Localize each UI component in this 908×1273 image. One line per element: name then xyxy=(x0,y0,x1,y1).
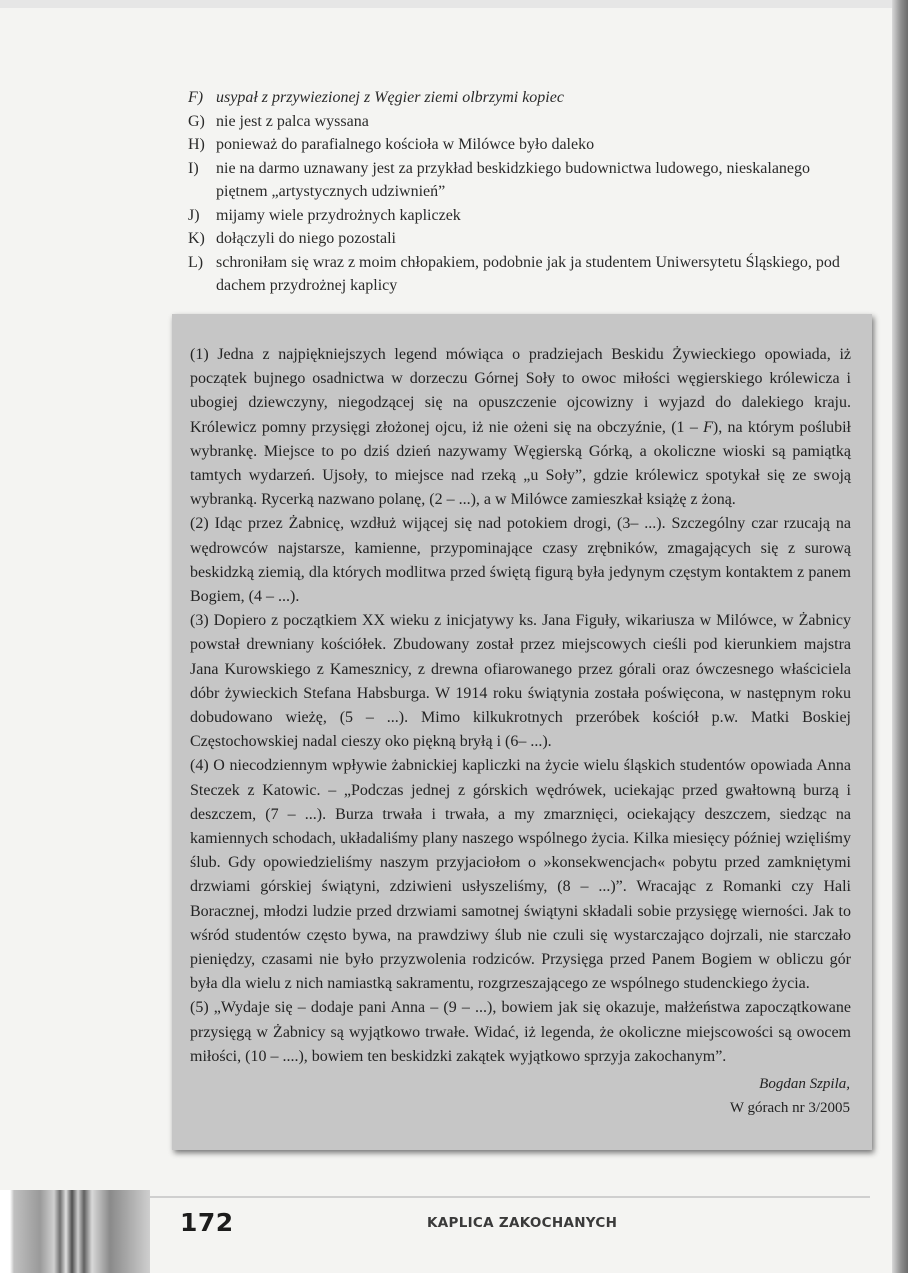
option-letter: F) xyxy=(188,89,204,106)
option-text: dołączyli do niego pozostali xyxy=(216,230,396,247)
footer-rule xyxy=(150,1196,870,1198)
author-name: Bogdan Szpila, xyxy=(759,1076,850,1092)
page-gutter-shadow xyxy=(892,0,908,1273)
publication: W górach nr 3/2005 xyxy=(729,1100,850,1116)
source-citation xyxy=(730,1072,850,1120)
top-edge xyxy=(0,0,908,8)
option-letter: G) xyxy=(188,112,205,130)
paragraph-4: (4) O niecodziennym wpływie żabnickiej kapliczki na życie wielu śląskich studentów opowiada Anna Steczek z Katowic. – „Podczas jednej z górskich wędrówek, uciekając przed gwałtowną burzą i deszczem, (7 – ...). Burza trwała i trwała, a my zmarznięci, ociekający deszczem, siedząc na kamiennych schodach, układaliśmy plany naszego wspólnego życia. Kilka miesięcy później wzięliśmy ślub. Gdy opowiedzieliśmy naszym przyjaciołom o »konsekwencjach« pobytu przed zamkniętymi drzwiami górskiej świątyni, zdziwieni usłyszeliśmy, (8 – ...)”. Wracając z Romanki czy Hali Boracznej, młodzi ludzie przed drzwiami samotnej świątyni składali sobie przysięgę wierności. Jak to wśród studentów często bywa, na prawdziwy ślub nie czuli się wystarczająco dojrzali, nie starczało pieniędzy, czasami nie było przyzwolenia rodziców. Przysięga przed Panem Bogiem w obliczu gór była dla wielu z nich namiastką sakramentu, rozgrzeszającego ze wspólnego studenckiego życia. xyxy=(190,757,851,993)
option-g xyxy=(188,110,858,134)
option-text: ponieważ do parafialnego kościoła w Milówce było daleko xyxy=(216,136,595,153)
option-h xyxy=(188,133,858,157)
binding-edge-decoration xyxy=(0,1190,150,1273)
option-l xyxy=(188,251,858,298)
option-letter: H) xyxy=(188,136,205,153)
option-letter: J) xyxy=(188,206,200,224)
passage-text xyxy=(190,343,851,1069)
paragraph-2: (2) Idąc przez Żabnicę, wzdłuż wijącej się nad potokiem drogi, (3– ...). Szczególny czar rzucają na wędrowców najstarsze, kamienne, przypominające czasy zrębników, zmagających się z surową beskidzką ziemią, dla których modlitwa przed świętą figurą była jedynym częstym kontaktem z panem Bogiem, (4 – ...). xyxy=(190,515,851,606)
paragraph-5: (5) „Wydaje się – dodaje pani Anna – (9 – ...), bowiem jak się okazuje, małżeństwa zapoczątkowane przysięgą w Żabnicy są wyjątkowo trwałe. Widać, iż legenda, że okoliczne miejscowości są owocem miłości, (10 – ....), bowiem ten beskidzki zakątek wyjątkowo sprzyja zakochanym”. xyxy=(190,999,851,1065)
option-i xyxy=(188,157,858,204)
running-head: KAPLICA ZAKOCHANYCH xyxy=(427,1215,618,1231)
option-k xyxy=(188,227,858,251)
paragraph-3: (3) Dopiero z początkiem XX wieku z inicjatywy ks. Jana Figuły, wikariusza w Milówce, w Żabnicy powstał drewniany kościółek. Zbudowany został przez miejscowych cieśli pod kierunkiem majstra Jana Kurowskiego z Kamesznicy, z drewna ofiarowanego przez górali oraz ówczesnego właściciela dóbr żywieckich Stefana Habsburga. W 1914 roku świątynia została poświęcona, w następnym roku dobudowano wieżę, (5 – ...). Mimo kilkukrotnych przeróbek kościół p.w. Matki Boskiej Częstochowskiej nadal cieszy oko piękną bryłą i (6– ...). xyxy=(190,612,851,751)
option-text: nie na darmo uznawany jest za przykład beskidzkiego budownictwa ludowego, nieskalanego piętnem „artystycznych udziwnień” xyxy=(216,159,811,200)
option-letter: K) xyxy=(188,230,205,247)
option-f xyxy=(188,86,858,110)
answer-marker: F xyxy=(703,418,713,436)
answer-options-list xyxy=(188,86,858,298)
page-number: 172 xyxy=(180,1208,234,1237)
option-letter: I) xyxy=(188,159,199,177)
option-j xyxy=(188,204,858,228)
option-text: schroniłam się wraz z moim chłopakiem, podobnie jak ja studentem Uniwersytetu Śląskiego, pod dachem przydrożnej kaplicy xyxy=(216,253,840,294)
option-text: mijamy wiele przydrożnych kapliczek xyxy=(216,206,461,224)
paragraph-1: (1) Jedna z najpiękniejszych legend mówiąca o pradziejach Beskidu Żywieckiego opowiada, iż początek bujnego osadnictwa w dorzeczu Górnej Soły to owoc miłości węgierskiego królewicza i ubogiej dziewczyny, niegodzącej się na opuszczenie ojcowizny i wyjazd do dalekiego kraju. Królewicz pomny przysięgi złożonej ojcu, iż nie ożeni się na obczyźnie, (1 – F), na którym poślubił wybrankę. Miejsce to po dziś dzień nazywamy Węgierską Górką, a okoliczne wioski są pamiątką tamtych wydarzeń. Ujsoły, to miejsce nad rzeką „u Soły”, gdzie królewicz spotykał się ze swoją wybranką. Rycerką nazwano polanę, (2 – ...), a w Milówce zamieszkał książę z żoną. xyxy=(190,346,852,509)
option-text: nie jest z palca wyssana xyxy=(216,112,369,130)
option-text: usypał z przywiezionej z Węgier ziemi olbrzymi kopiec xyxy=(216,89,564,106)
option-letter: L) xyxy=(188,253,204,271)
